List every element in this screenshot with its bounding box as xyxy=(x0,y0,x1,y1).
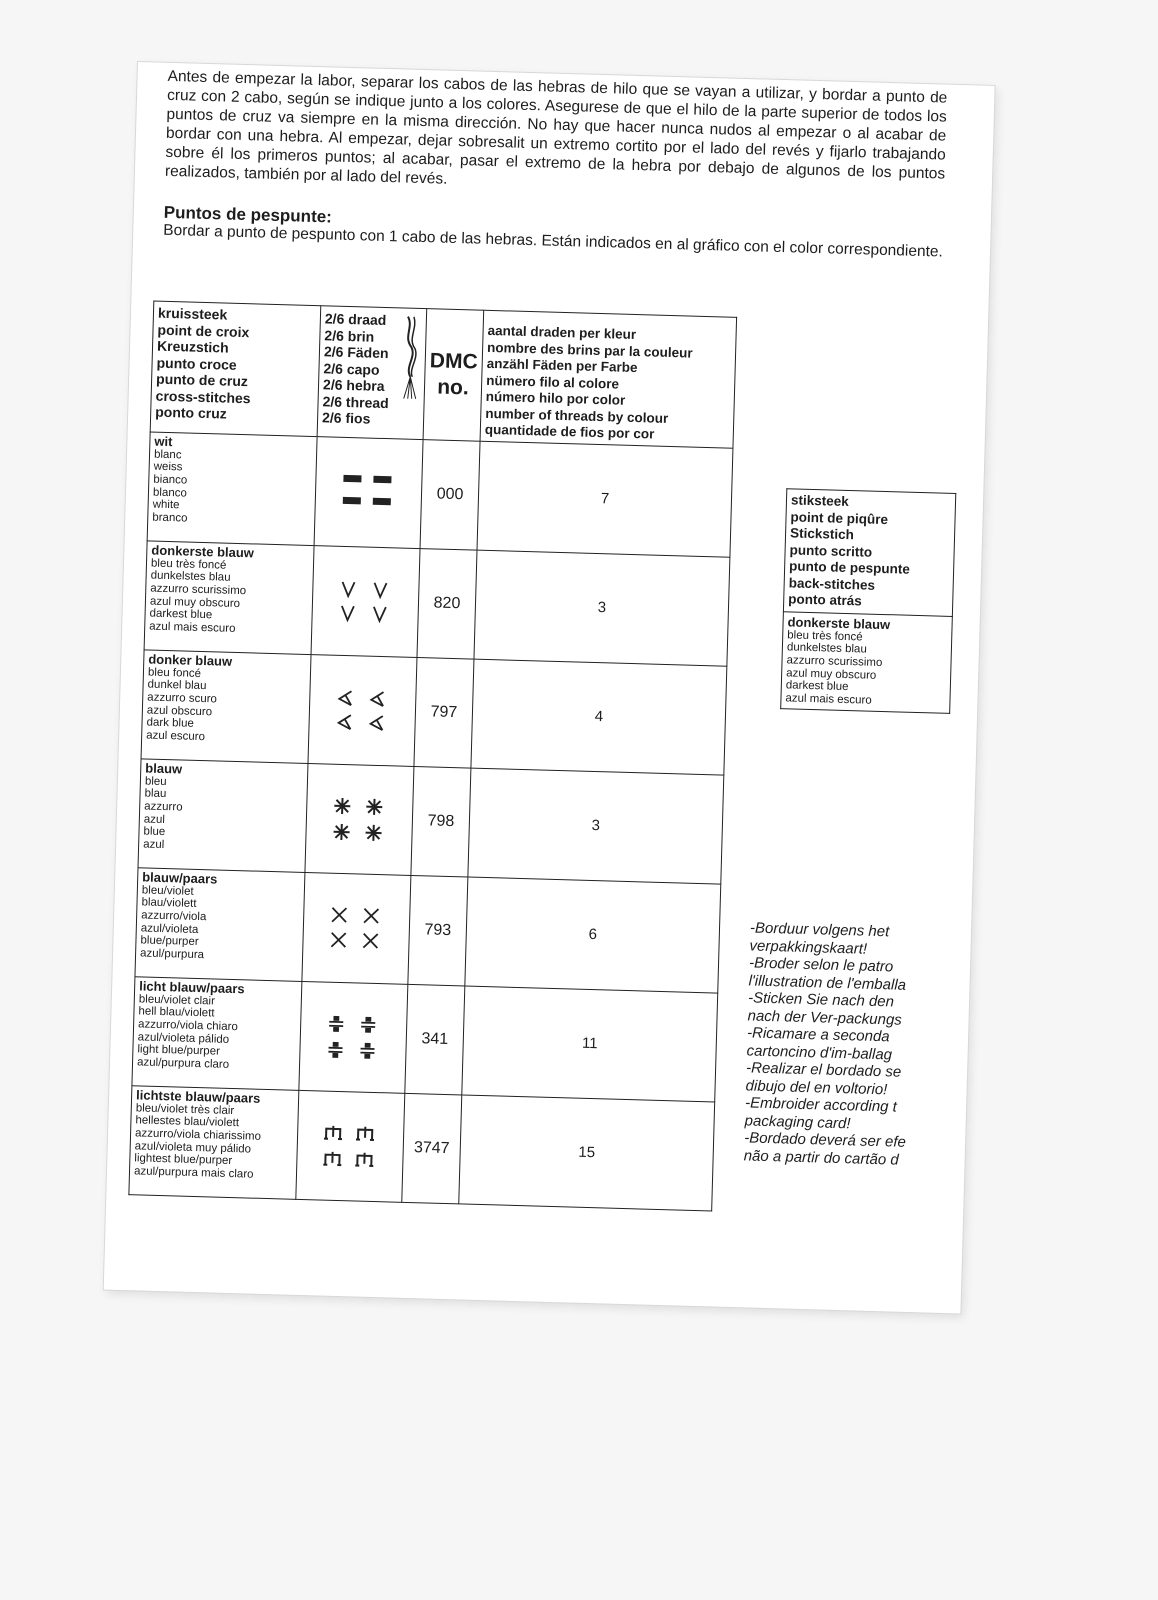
header-count-line: number of threads by colour xyxy=(485,405,669,426)
table-row xyxy=(132,976,718,1101)
backstitch-name: ponto atrás xyxy=(788,591,862,609)
table-row xyxy=(144,540,730,665)
header-strand: 2/6 fios xyxy=(321,409,371,427)
color-translation: azul xyxy=(143,813,166,826)
color-names xyxy=(781,611,953,713)
instruction-line: l'illustration de l'emballa xyxy=(748,971,907,994)
color-translation: bleu très foncé xyxy=(787,628,863,643)
color-translation: bleu très foncé xyxy=(150,557,227,572)
color-names xyxy=(135,867,305,981)
color-translation: blanco xyxy=(152,486,188,500)
header-strand: 2/6 capo xyxy=(323,359,380,378)
angle-mark-icon xyxy=(308,654,417,766)
instruction-line: dibujo del en voltorio! xyxy=(745,1076,888,1098)
header-name: cross-stitches xyxy=(155,387,251,406)
backstitch-paragraph: Bordar a punto de pespunto con 1 cabo de las hebras. Están indicados en al gráfico con el color correspondiente. xyxy=(163,221,944,261)
color-translation: azzurro/viola xyxy=(141,909,207,924)
color-translation: dunkel blau xyxy=(147,678,207,693)
color-name: blauw xyxy=(145,759,183,777)
instruction-line: -Bordado deverá ser efe xyxy=(743,1129,907,1151)
color-name: donkerste blauw xyxy=(787,613,891,632)
dmc-number: 3747 xyxy=(402,1093,462,1204)
table-row xyxy=(129,1085,715,1210)
color-translation: dunkelstes blau xyxy=(786,641,867,656)
color-translation: azul muy obscuro xyxy=(786,666,877,682)
color-translation: blau/violett xyxy=(141,896,197,911)
color-translation: darkest blue xyxy=(785,679,849,694)
backstitch-heading: Puntos de pespunte: xyxy=(163,202,333,227)
color-translation: hell blau/violett xyxy=(138,1005,215,1020)
header-dmc-no: no. xyxy=(436,375,470,400)
header-dmc xyxy=(423,309,484,441)
color-names xyxy=(144,540,314,654)
backstitch-name: back-stitches xyxy=(788,574,876,593)
table-row xyxy=(147,431,733,556)
color-translation: azul/purpura xyxy=(139,947,205,962)
backstitch-name: punto scritto xyxy=(789,541,873,560)
header-name: punto de cruz xyxy=(155,370,249,390)
color-translation: azul xyxy=(142,838,165,852)
solid-bar-icon xyxy=(314,436,423,548)
dmc-number: 798 xyxy=(411,766,471,877)
header-count-line: número hilo por color xyxy=(485,388,626,408)
instruction-line: cartoncino d'im-ballag xyxy=(746,1041,893,1063)
dmc-number: 341 xyxy=(405,984,465,1095)
color-translation: azzurro scurissimo xyxy=(786,654,883,669)
instruction-line: -Borduur volgens het xyxy=(749,919,890,941)
backstitch-header xyxy=(783,489,955,616)
color-names xyxy=(132,976,302,1090)
dmc-number: 793 xyxy=(408,875,468,986)
backstitch-name: point de piqûre xyxy=(790,508,889,527)
color-translation: azul/violeta xyxy=(140,922,199,936)
header-count-line: quantidade de fios por cor xyxy=(484,421,655,442)
header-name: Kreuzstich xyxy=(156,337,229,356)
header-stitch-names xyxy=(150,301,321,436)
color-translation: azul mais escuro xyxy=(785,692,872,707)
header-strand: 2/6 thread xyxy=(322,392,389,411)
color-translation: azul escuro xyxy=(146,729,206,744)
intro-paragraph: Antes de empezar la labor, separar los cabos de las hebras de hilo que se vayan a utilizar, y bordar a punto de cruz con 2 cabo, según se indique junto a los colores. Asegurese de que el hilo de la parte superior de todos los puntos de cruz va siempre en la misma dirección. No hay que hacer nunca nudos al empezar o al acabar de bordar con una hebra. Al empezar, dejar sobresalit un extremo cortito por el lado del revés y fijarlo trabajando sobre él los primeros puntos; al acabar, pasar el extremo de la hebra por debajo de algunos de los puntos realizados, también por al lado del revés. xyxy=(164,67,948,188)
color-translation: dunkelstes blau xyxy=(150,569,231,584)
thread-skein-icon xyxy=(398,314,422,401)
instruction-line: nach der Ver-packungs xyxy=(747,1006,903,1029)
header-strand: 2/6 draad xyxy=(324,310,387,329)
color-translation: azul/purpura claro xyxy=(136,1056,230,1071)
color-translation: azzurro scuro xyxy=(147,691,218,706)
instruction-line: não a partir do cartão d xyxy=(743,1146,899,1169)
instruction-line: -Realizar el bordado se xyxy=(745,1059,902,1081)
color-name: wit xyxy=(154,433,173,449)
thread-count: 3 xyxy=(474,550,730,666)
table-row xyxy=(781,611,953,713)
table-row xyxy=(138,758,724,883)
backstitch-name: Stickstich xyxy=(789,525,855,543)
divide-icon xyxy=(299,981,408,1093)
instruction-line: packaging card! xyxy=(744,1111,851,1132)
color-translation: azul/violeta pálido xyxy=(137,1030,230,1046)
color-translation: azzurro scurissimo xyxy=(150,582,247,598)
header-name: ponto cruz xyxy=(155,403,227,422)
header-name: point de croix xyxy=(157,321,250,340)
color-translation: weiss xyxy=(153,460,183,474)
color-translation: azzurro xyxy=(144,800,183,814)
dmc-number: 000 xyxy=(420,439,480,550)
header-strand: 2/6 brin xyxy=(324,326,375,345)
v-mark-icon xyxy=(311,545,420,657)
instruction-line: -Broder selon le patro xyxy=(748,954,894,976)
color-translation: blau xyxy=(144,787,167,801)
color-translation: dark blue xyxy=(146,716,195,731)
color-translation: bleu foncé xyxy=(147,666,202,680)
header-dmc-label: DMC xyxy=(429,349,478,374)
header-count-line: nümero filo al colore xyxy=(486,372,620,392)
backstitch-name: stiksteek xyxy=(790,492,850,510)
header-count-line: anzähl Fäden per Farbe xyxy=(486,355,638,376)
header-strand: 2/6 hebra xyxy=(322,376,385,395)
backstitch-table xyxy=(780,488,956,713)
dmc-number: 820 xyxy=(417,548,477,659)
color-names xyxy=(141,649,311,763)
color-translation: white xyxy=(152,498,180,512)
instruction-line: verpakkingskaart! xyxy=(749,936,868,958)
color-translation: blue/purper xyxy=(140,934,199,949)
color-translation: bleu/violet clair xyxy=(138,992,216,1008)
instruction-line: -Ricamare a seconda xyxy=(746,1024,890,1046)
thread-count: 15 xyxy=(459,1094,715,1210)
color-translation: azul obscuro xyxy=(146,704,213,718)
color-translation: azzurro/viola chiaro xyxy=(137,1018,238,1034)
color-translation: azzurro/viola chiarissimo xyxy=(134,1127,262,1143)
thread-count: 7 xyxy=(477,441,733,557)
color-names xyxy=(129,1085,299,1199)
thread-count: 4 xyxy=(471,659,727,775)
header-strand: 2/6 Fäden xyxy=(323,343,389,362)
color-translation: bleu/violet très clair xyxy=(135,1101,235,1117)
color-translation: light blue/purper xyxy=(137,1043,221,1058)
header-strands xyxy=(317,306,427,439)
header-thread-count xyxy=(480,310,737,448)
bracket-icon xyxy=(296,1090,405,1202)
thread-count: 11 xyxy=(462,985,718,1101)
header-count-line: aantal draden per kleur xyxy=(487,322,637,343)
color-name: licht blauw/paars xyxy=(139,977,245,996)
color-name: blauw/paars xyxy=(142,868,218,887)
color-translation: darkest blue xyxy=(149,607,213,622)
asterisk-icon xyxy=(305,763,414,875)
color-translation: bianco xyxy=(153,473,188,487)
color-translation: bleu/violet xyxy=(141,883,194,898)
color-translation: lightest blue/purper xyxy=(134,1152,233,1168)
instruction-line: -Embroider according t xyxy=(744,1094,898,1116)
thread-count: 3 xyxy=(468,768,724,884)
color-translation: branco xyxy=(152,511,188,525)
color-translation: azul/violeta muy pálido xyxy=(134,1139,252,1156)
color-translation: azul/purpura mais claro xyxy=(133,1165,254,1181)
header-name: kruissteek xyxy=(157,304,228,323)
color-translation: blanc xyxy=(153,448,182,461)
color-translation: blue xyxy=(143,825,166,839)
color-translation: azul muy obscuro xyxy=(149,595,241,610)
color-name: lichtste blauw/paars xyxy=(135,1086,261,1106)
instruction-line: -Sticken Sie nach den xyxy=(747,989,895,1011)
thread-count: 6 xyxy=(465,877,721,993)
color-translation: hellestes blau/violett xyxy=(135,1114,240,1130)
header-name: punto croce xyxy=(156,354,237,373)
header-count-line: nombre des brins par la couleur xyxy=(486,339,693,361)
color-names xyxy=(138,758,308,872)
instruction-sheet xyxy=(104,62,995,1313)
embroidery-instructions xyxy=(743,919,950,1169)
backstitch-header-row xyxy=(783,489,955,616)
table-row xyxy=(141,649,727,774)
dmc-number: 797 xyxy=(414,657,474,768)
cross-stitch-table xyxy=(128,301,737,1211)
color-translation: bleu xyxy=(144,774,167,788)
color-translation: azul mais escuro xyxy=(149,620,236,635)
table-header-row xyxy=(150,301,736,448)
color-name: donker blauw xyxy=(148,651,233,669)
backstitch-name: punto de pespunte xyxy=(788,558,911,577)
table-row xyxy=(135,867,721,992)
color-names xyxy=(147,431,317,545)
color-name: donkerste blauw xyxy=(151,542,255,560)
cross-icon xyxy=(302,872,411,984)
